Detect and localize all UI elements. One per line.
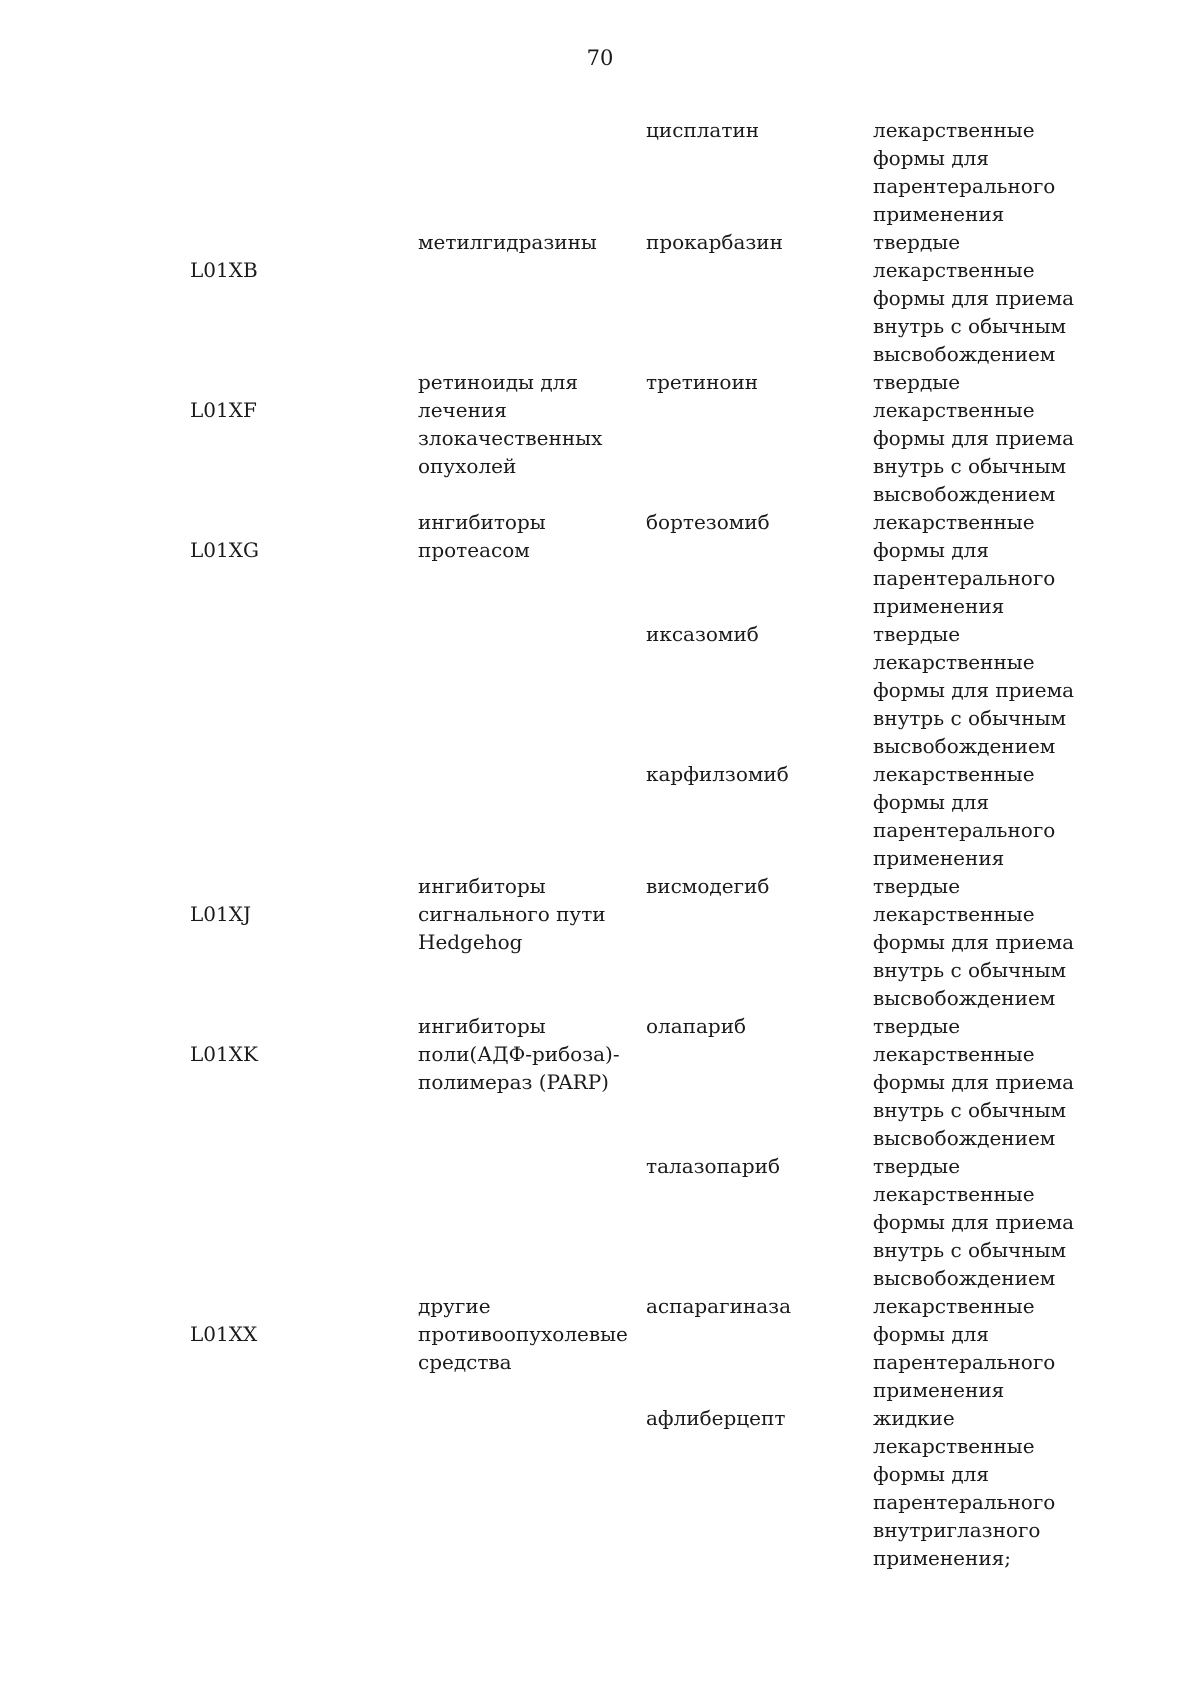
dosage-form: лекарственные формы для парентерального применения <box>873 1294 1056 1402</box>
table-row <box>0 116 1200 228</box>
atc-code: L01XK <box>190 1042 258 1066</box>
atc-code: L01XJ <box>190 902 251 926</box>
table-row <box>0 760 1200 872</box>
drug-name: цисплатин <box>646 118 760 142</box>
table-row <box>0 872 1200 1012</box>
pharmacological-group: ингибиторы сигнального пути Hedgehog <box>418 874 606 954</box>
drug-name: аспарагиназа <box>646 1294 791 1318</box>
atc-code: L01XB <box>190 258 258 282</box>
dosage-form: твердые лекарственные формы для приема внутрь с обычным высвобождением <box>873 1014 1075 1150</box>
page-number: 70 <box>586 46 614 70</box>
dosage-form: твердые лекарственные формы для приема внутрь с обычным высвобождением <box>873 622 1075 758</box>
dosage-form: лекарственные формы для парентерального применения <box>873 118 1056 226</box>
table-row <box>0 620 1200 760</box>
drug-name: олапариб <box>646 1014 747 1038</box>
pharmacological-group: ингибиторы протеасом <box>418 510 546 562</box>
dosage-form: твердые лекарственные формы для приема внутрь с обычным высвобождением <box>873 874 1075 1010</box>
dosage-form: лекарственные формы для парентерального применения <box>873 510 1056 618</box>
table-row <box>0 228 1200 368</box>
pharmacological-group: ингибиторы поли(АДФ-рибоза)- полимераз (PARP) <box>418 1014 620 1094</box>
drug-name: бортезомиб <box>646 510 770 534</box>
atc-code: L01XG <box>190 538 259 562</box>
dosage-form: твердые лекарственные формы для приема внутрь с обычным высвобождением <box>873 370 1075 506</box>
pharmacological-group: другие противоопухолевые средства <box>418 1294 628 1374</box>
table-row <box>0 508 1200 620</box>
dosage-form: твердые лекарственные формы для приема внутрь с обычным высвобождением <box>873 230 1075 366</box>
pharmacological-group: ретиноиды для лечения злокачественных опухолей <box>418 370 603 478</box>
dosage-form: лекарственные формы для парентерального применения <box>873 762 1056 870</box>
drug-name: третиноин <box>646 370 759 394</box>
drug-name: висмодегиб <box>646 874 770 898</box>
table-row <box>0 1292 1200 1404</box>
dosage-form: жидкие лекарственные формы для парентерального внутриглазного применения; <box>873 1406 1056 1570</box>
drug-name: карфилзомиб <box>646 762 789 786</box>
drug-table <box>0 116 1200 1572</box>
atc-code: L01XX <box>190 1322 258 1346</box>
drug-name: талазопариб <box>646 1154 780 1178</box>
drug-name: прокарбазин <box>646 230 783 254</box>
table-row <box>0 1152 1200 1292</box>
atc-code: L01XF <box>190 398 257 422</box>
table-row <box>0 368 1200 508</box>
drug-name: иксазомиб <box>646 622 759 646</box>
dosage-form: твердые лекарственные формы для приема внутрь с обычным высвобождением <box>873 1154 1075 1290</box>
table-row <box>0 1012 1200 1152</box>
pharmacological-group: метилгидразины <box>418 230 597 254</box>
drug-name: афлиберцепт <box>646 1406 786 1430</box>
table-row <box>0 1404 1200 1572</box>
